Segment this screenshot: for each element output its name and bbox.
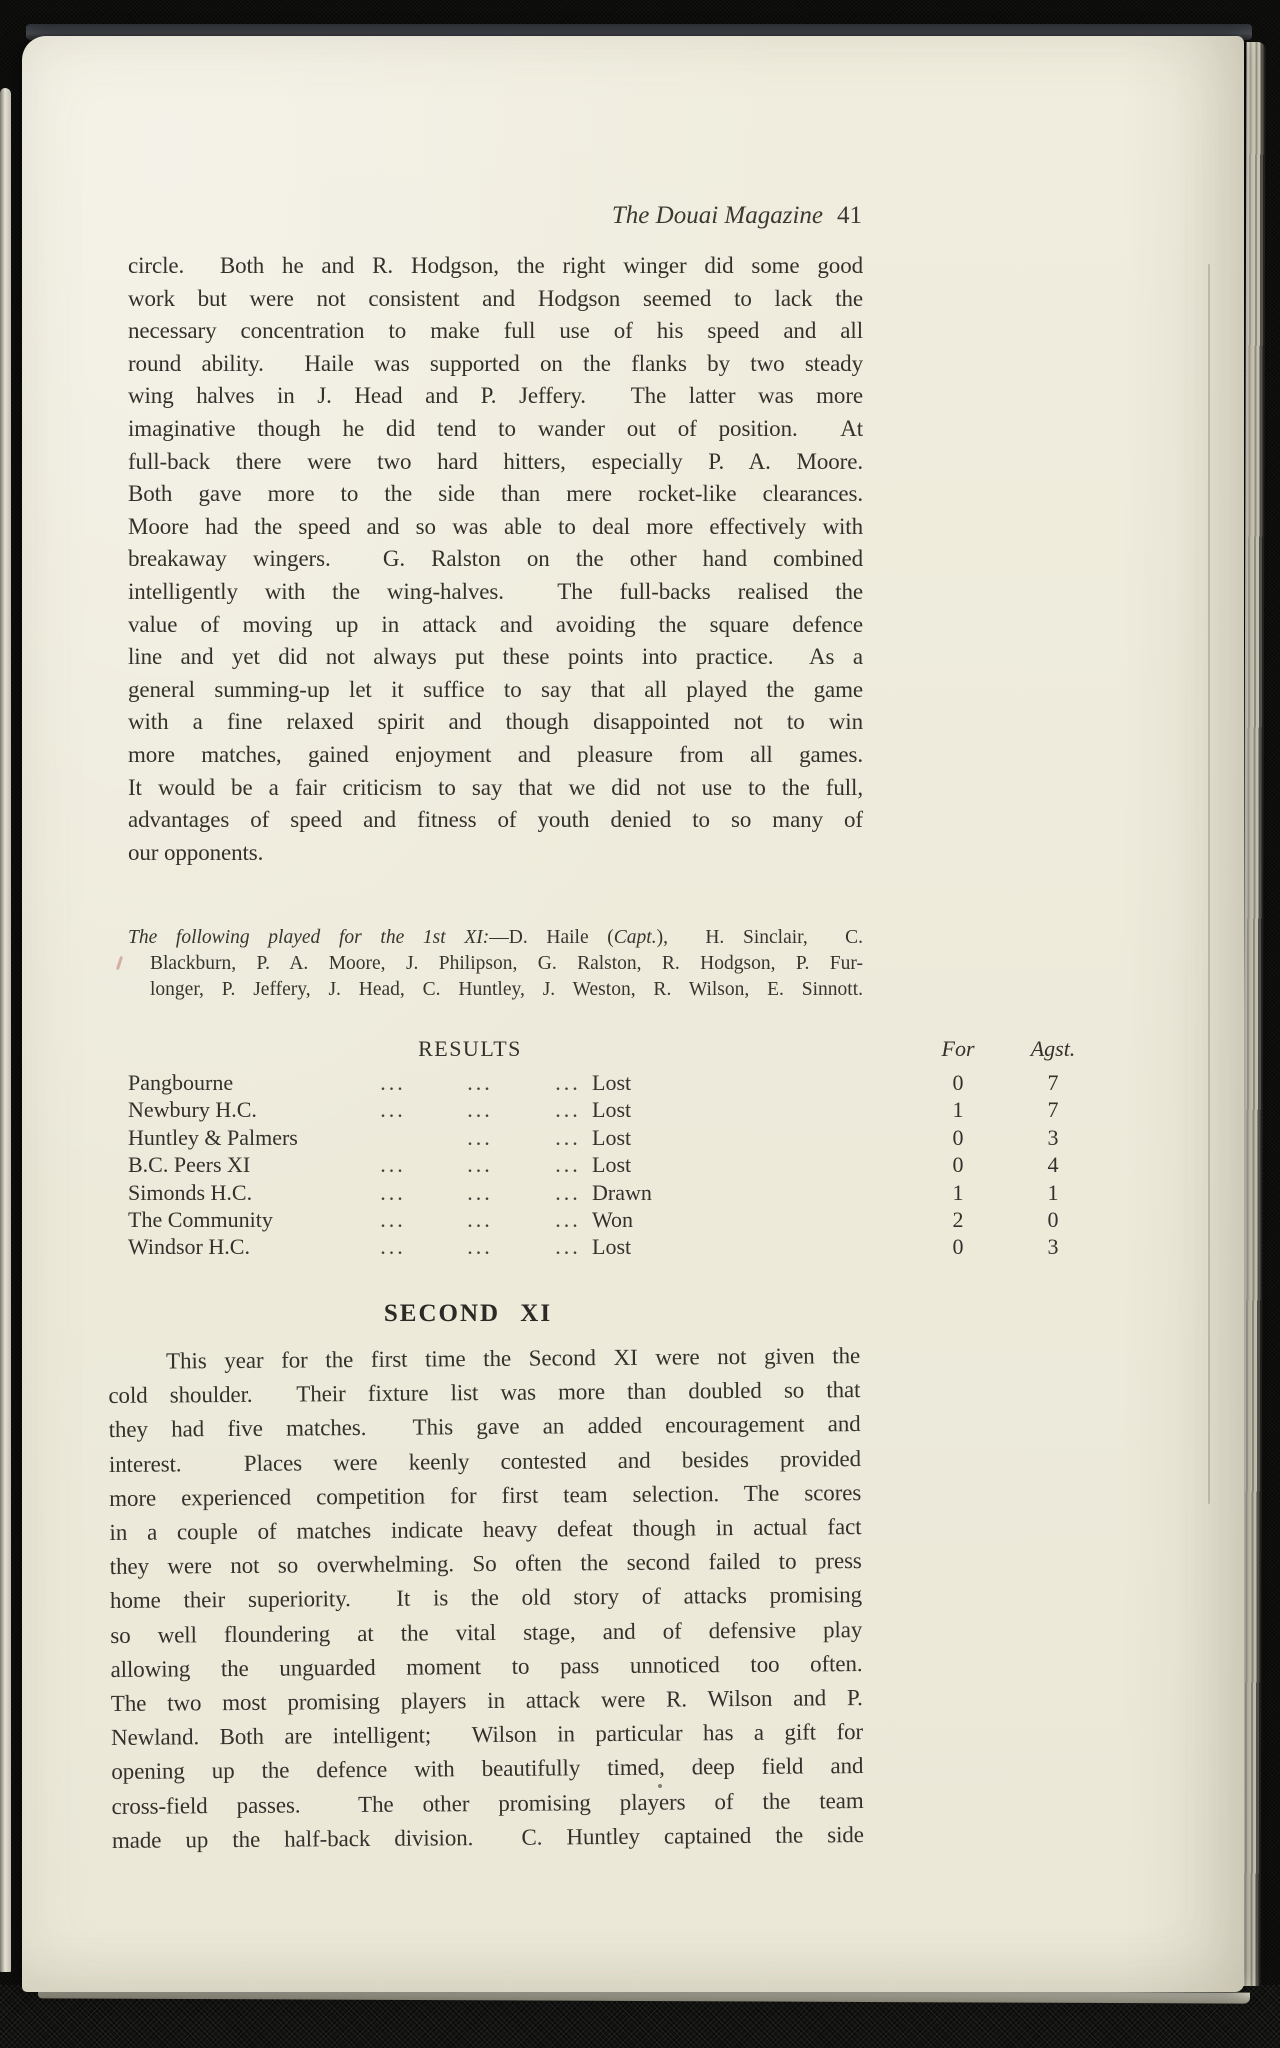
dot-leader: ... xyxy=(555,1234,581,1260)
text-line: wing halves in J. Head and P. Jeffery. The latter was more xyxy=(128,383,863,409)
magazine-page xyxy=(22,36,1244,1992)
results-row xyxy=(128,1097,1108,1124)
text-line: This year for the first time the Second XI were not given the xyxy=(166,1343,861,1374)
text-line: cross-field passes. The other promising players of the team xyxy=(111,1787,864,1819)
text-line: The two most promising players in attack were R. Wilson and P. xyxy=(110,1685,863,1716)
goals-for: 1 xyxy=(952,1097,964,1123)
dot-leader: ... xyxy=(380,1152,406,1178)
text-line: cold shoulder. Their fixture list was more than doubled so that xyxy=(108,1377,861,1409)
dot-leader: ... xyxy=(467,1179,493,1205)
dot-leader: ... xyxy=(380,1179,406,1205)
goals-against: 3 xyxy=(1047,1124,1059,1150)
dot-leader: ... xyxy=(467,1124,493,1150)
results-row xyxy=(128,1234,1108,1261)
text-line: allowing the unguarded moment to pass unnoticed too often. xyxy=(110,1650,863,1682)
dot-leader: ... xyxy=(380,1070,406,1095)
page-edge-left xyxy=(0,88,11,1972)
team-name: B.C. Peers XI xyxy=(128,1152,251,1178)
page-number: 41 xyxy=(837,202,862,229)
results-table-body xyxy=(128,1070,1108,1262)
match-result: Lost xyxy=(592,1070,632,1095)
goals-for: 2 xyxy=(952,1206,964,1232)
text-line: necessary concentration to make full use of his speed and all xyxy=(128,318,863,344)
text-line: circle. Both he and R. Hodgson, the right winger did some good xyxy=(128,253,863,278)
column-header-agst: Agst. xyxy=(1030,1036,1076,1061)
text-line: interest. Places were keenly contested and besides provided xyxy=(108,1445,862,1477)
running-header xyxy=(612,202,862,230)
text-line: imaginative though he did tend to wander out of position. At xyxy=(128,415,863,441)
dot-leader: ... xyxy=(555,1070,581,1095)
goals-against: 7 xyxy=(1047,1097,1059,1123)
results-row xyxy=(128,1125,1108,1152)
text-line: round ability. Haile was supported on the flanks by two steady xyxy=(128,350,863,376)
ink-speck xyxy=(658,1784,662,1788)
text-line: The following played for the 1st XI:—D. Haile (Capt.), H. Sinclair, C. xyxy=(128,927,863,948)
page-curvature-shadow xyxy=(1208,264,1210,1504)
goals-for: 0 xyxy=(952,1234,964,1260)
match-result: Lost xyxy=(592,1097,632,1123)
text-line: advantages of speed and fitness of youth denied to so many of xyxy=(128,807,863,833)
team-name: Simonds H.C. xyxy=(128,1179,253,1205)
dot-leader: ... xyxy=(555,1124,581,1150)
text-line: in a couple of matches indicate heavy defeat though in actual fact xyxy=(109,1514,862,1545)
text-line: breakaway wingers. G. Ralston on the other hand combined xyxy=(128,546,863,572)
text-line: so well floundering at the vital stage, and of defensive play xyxy=(110,1616,863,1648)
dot-leader: ... xyxy=(467,1152,493,1178)
match-result: Lost xyxy=(592,1124,632,1150)
players-list-note xyxy=(128,925,863,1003)
match-result: Lost xyxy=(592,1234,632,1260)
text-line: Newland. Both are intelligent; Wilson in particular has a gift for xyxy=(110,1719,864,1751)
results-table-header xyxy=(128,1036,1108,1070)
second-xi-heading: SECOND XI xyxy=(383,1300,553,1327)
text-line: Blackburn, P. A. Moore, J. Philipson, G. Ralston, R. Hodgson, P. Fur- xyxy=(150,953,863,974)
text-line: Both gave more to the side than mere rocket-like clearances. xyxy=(128,481,863,507)
dot-leader: ... xyxy=(467,1097,493,1123)
text-line: they were not so overwhelming. So often the second failed to press xyxy=(109,1548,862,1580)
results-table xyxy=(128,1036,1108,1262)
text-line: full-back there were two hard hitters, especially P. A. Moore. xyxy=(128,448,863,474)
text-line: with a fine relaxed spirit and though disappointed not to win xyxy=(128,709,863,735)
dot-leader: ... xyxy=(380,1097,406,1123)
text-line: more experienced competition for first team selection. The scores xyxy=(109,1479,862,1511)
team-name: Windsor H.C. xyxy=(128,1234,250,1260)
dot-leader: ... xyxy=(555,1097,581,1123)
dot-leader: ... xyxy=(380,1206,406,1232)
text-line: home their superiority. It is the old story of attacks promising xyxy=(109,1582,863,1614)
goals-for: 1 xyxy=(952,1179,964,1205)
goals-for: 0 xyxy=(952,1124,964,1150)
goals-against: 0 xyxy=(1047,1206,1059,1232)
text-line: Moore had the speed and so was able to deal more effectively with xyxy=(128,513,863,539)
goals-for: 0 xyxy=(952,1152,964,1178)
goals-against: 4 xyxy=(1047,1152,1059,1178)
pink-mark xyxy=(116,956,123,970)
text-line: It would be a fair criticism to say that we did not use to the full, xyxy=(128,774,863,800)
results-row xyxy=(128,1207,1108,1234)
magazine-title: The Douai Magazine xyxy=(611,202,823,229)
team-name: The Community xyxy=(128,1206,273,1232)
goals-against: 7 xyxy=(1047,1070,1059,1095)
goals-against: 1 xyxy=(1047,1179,1059,1205)
dot-leader: ... xyxy=(555,1152,581,1178)
dot-leader: ... xyxy=(555,1206,581,1232)
column-header-for: For xyxy=(941,1036,975,1061)
page-stack-right xyxy=(1241,42,1265,1986)
text-line: general summing-up let it suffice to say that all played the game xyxy=(128,676,863,702)
text-line: value of moving up in attack and avoiding the square defence xyxy=(128,611,863,637)
team-name: Newbury H.C. xyxy=(128,1097,257,1123)
text-line: they had five matches. This gave an added encouragement and xyxy=(108,1411,861,1443)
first-xi-report-paragraph xyxy=(128,250,863,869)
text-line: longer, P. Jeffery, J. Head, C. Huntley, J. Weston, R. Wilson, E. Sinnott. xyxy=(150,979,863,1000)
dot-leader: ... xyxy=(555,1179,581,1205)
team-name: Huntley & Palmers xyxy=(128,1124,298,1150)
text-line: opening up the defence with beautifully timed, deep field and xyxy=(111,1753,864,1785)
match-result: Won xyxy=(592,1206,634,1232)
results-row xyxy=(128,1070,1108,1097)
dot-leader: ... xyxy=(467,1206,493,1232)
dot-leader: ... xyxy=(467,1234,493,1260)
goals-against: 3 xyxy=(1047,1234,1059,1260)
results-row xyxy=(128,1180,1108,1207)
results-title: RESULTS xyxy=(418,1036,522,1061)
text-line: intelligently with the wing-halves. The full-backs realised the xyxy=(128,578,863,604)
goals-for: 0 xyxy=(952,1070,964,1095)
team-name: Pangbourne xyxy=(128,1070,234,1095)
dot-leader: ... xyxy=(380,1234,406,1260)
text-line: made up the half-back division. C. Huntley captained the side xyxy=(111,1821,864,1853)
text-line: line and yet did not always put these points into practice. As a xyxy=(128,644,863,670)
dot-leader: ... xyxy=(467,1070,493,1095)
results-row xyxy=(128,1152,1108,1179)
text-line: work but were not consistent and Hodgson seemed to lack the xyxy=(128,285,863,311)
second-xi-paragraph xyxy=(108,1339,864,1858)
match-result: Drawn xyxy=(592,1179,652,1205)
match-result: Lost xyxy=(592,1152,632,1178)
text-line: our opponents. xyxy=(128,839,264,865)
text-line: more matches, gained enjoyment and pleasure from all games. xyxy=(128,741,863,767)
